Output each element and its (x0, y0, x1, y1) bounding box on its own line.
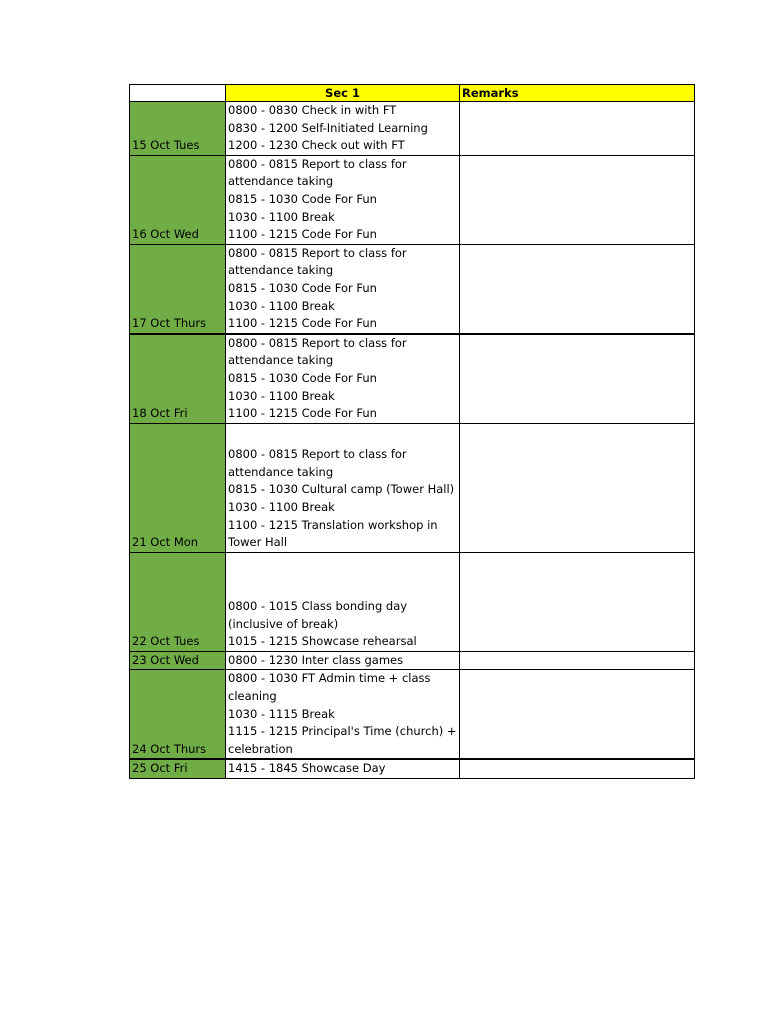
remarks-cell (460, 155, 695, 244)
sec1-schedule-cell (226, 102, 460, 156)
sec1-schedule-cell (226, 155, 460, 244)
schedule-line: 0800 - 0815 Report to class for (228, 447, 407, 462)
schedule-line: 1030 - 1115 Break (228, 706, 335, 721)
table-row (130, 759, 695, 778)
schedule-line: 0815 - 1030 Code For Fun (228, 192, 377, 206)
table-body (130, 102, 695, 779)
table-header (130, 85, 695, 102)
schedule-line: 1100 - 1215 Translation workshop in (228, 517, 438, 532)
date-cell: 22 Oct Tues (130, 552, 226, 651)
schedule-line: 1030 - 1100 Break (228, 209, 335, 224)
sec1-schedule-cell (226, 759, 460, 778)
schedule-line: (inclusive of break) (228, 616, 339, 631)
schedule-line: 0830 - 1200 Self-Initiated Learning (228, 120, 428, 135)
sec1-schedule-cell (226, 670, 460, 759)
sec1-schedule-cell (226, 423, 460, 552)
schedule-line: 0800 - 0830 Check in with FT (228, 103, 397, 117)
schedule-line: 0815 - 1030 Code For Fun (228, 280, 377, 295)
schedule-line: 1100 - 1215 Code For Fun (228, 316, 377, 331)
table-row (130, 423, 695, 552)
schedule-line: 1415 - 1845 Showcase Day (228, 761, 386, 776)
schedule-line: 1100 - 1215 Code For Fun (228, 227, 377, 242)
date-cell: 23 Oct Wed (130, 651, 226, 670)
remarks-cell (460, 334, 695, 423)
remarks-cell (460, 102, 695, 156)
date-cell: 18 Oct Fri (130, 334, 226, 423)
remarks-cell (460, 552, 695, 651)
date-cell: 21 Oct Mon (130, 423, 226, 552)
schedule-line: attendance taking (228, 263, 334, 278)
schedule-line: 1030 - 1100 Break (228, 499, 335, 514)
schedule-line: 1100 - 1215 Code For Fun (228, 406, 377, 421)
table-row (130, 102, 695, 156)
schedule-line: attendance taking (228, 353, 334, 368)
schedule-table (129, 84, 695, 779)
schedule-line: 0800 - 0815 Report to class for (228, 245, 407, 260)
remarks-cell (460, 670, 695, 759)
schedule-line: 0815 - 1030 Cultural camp (Tower Hall) (228, 482, 455, 497)
schedule-line: 0800 - 1015 Class bonding day (228, 598, 408, 613)
schedule-line: attendance taking (228, 464, 334, 479)
table-row (130, 670, 695, 759)
remarks-cell (460, 423, 695, 552)
table-row (130, 244, 695, 333)
schedule-line: celebration (228, 741, 293, 756)
schedule-line: Tower Hall (228, 535, 288, 550)
remarks-cell (460, 244, 695, 333)
header-sec-cell: Sec 1 (226, 85, 460, 102)
schedule-line: 1200 - 1230 Check out with FT (228, 138, 405, 153)
date-cell: 15 Oct Tues (130, 102, 226, 156)
schedule-line: 0800 - 1030 FT Admin time + class (228, 671, 431, 686)
schedule-line: attendance taking (228, 174, 334, 189)
schedule-line: 0800 - 0815 Report to class for (228, 156, 407, 171)
table-row (130, 155, 695, 244)
table-row (130, 334, 695, 423)
date-cell: 17 Oct Thurs (130, 244, 226, 333)
header-row (130, 85, 695, 102)
date-cell: 24 Oct Thurs (130, 670, 226, 759)
schedule-line: 0800 - 1230 Inter class games (228, 652, 404, 667)
schedule-line: 1115 - 1215 Principal's Time (church) + (228, 724, 457, 739)
sec1-schedule-cell (226, 244, 460, 333)
sec1-schedule-cell (226, 552, 460, 651)
sec1-schedule-cell (226, 651, 460, 670)
date-cell: 16 Oct Wed (130, 155, 226, 244)
table-row (130, 651, 695, 670)
sec1-schedule-cell (226, 334, 460, 423)
header-remarks-cell: Remarks (460, 85, 695, 102)
remarks-cell (460, 759, 695, 778)
date-cell: 25 Oct Fri (130, 759, 226, 778)
schedule-line: 1030 - 1100 Break (228, 388, 335, 403)
schedule-line: 0800 - 0815 Report to class for (228, 335, 407, 350)
schedule-line: cleaning (228, 688, 277, 703)
schedule-line: 1015 - 1215 Showcase rehearsal (228, 634, 417, 649)
schedule-line: 1030 - 1100 Break (228, 298, 335, 313)
schedule-line: 0815 - 1030 Code For Fun (228, 370, 377, 385)
header-blank-cell (130, 85, 226, 102)
remarks-cell (460, 651, 695, 670)
table-row (130, 552, 695, 651)
